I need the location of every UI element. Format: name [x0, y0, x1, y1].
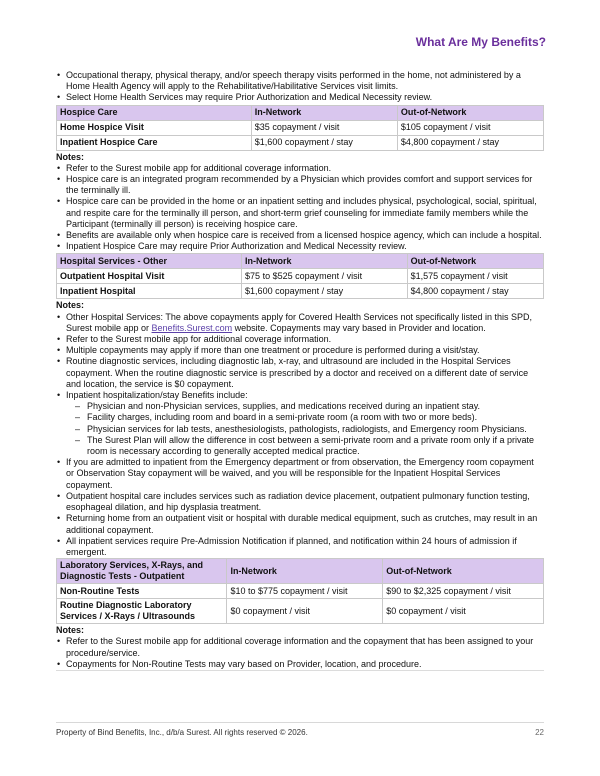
list-item: • If you are admitted to inpatient from the Emergency department or from observation, the Emergency room copayment or Observation Stay copayment will be waived, and you will be responsible for the Inpatient Hospital Services copayment. [56, 457, 544, 491]
table-row [57, 584, 544, 599]
hospice-care-table [56, 105, 544, 151]
table-header-cell: Out-of-Network [407, 254, 543, 269]
notes-heading: Notes: [56, 151, 85, 162]
list-item [56, 312, 544, 334]
page-footer [56, 722, 544, 737]
table-header-cell: Out-of-Network [397, 105, 543, 120]
hospital-services-table [56, 253, 544, 299]
list-item: • Hospice care can be provided in the home or an inpatient setting and includes physical, psychological, social, spiritual, and respite care for the terminally ill person, and short-term grief counseling for immediate family members while the Participant (terminally ill person) is receiving hospice care. [56, 196, 544, 230]
sub-list-item: – Facility charges, including room and board in a semi-private room (a room with two or more beds). [66, 412, 544, 423]
table-header-cell: Hospital Services - Other [57, 254, 242, 269]
page-title: What Are My Benefits? [415, 35, 546, 49]
sub-list [66, 401, 544, 457]
table-row [57, 284, 544, 299]
note-text: Inpatient hospitalization/stay Benefits include: [66, 390, 248, 401]
row-label: Routine Diagnostic Laboratory Services / X-Rays / Ultrasounds [57, 599, 227, 624]
intro-list [56, 70, 544, 104]
list-item: • Refer to the Surest mobile app for additional coverage information and the copayment that has been assigned to your procedure/service. [56, 636, 544, 658]
benefits-website-link[interactable]: Benefits.Surest.com [151, 322, 233, 333]
table-row [57, 269, 544, 284]
table-cell: $35 copayment / visit [251, 120, 397, 135]
table-row [57, 599, 544, 624]
hospital-notes-list [56, 312, 544, 558]
table-header-cell: Hospice Care [57, 105, 252, 120]
table-cell: $105 copayment / visit [397, 120, 543, 135]
table-header-cell: In-Network [227, 559, 383, 584]
table-cell: $0 copayment / visit [383, 599, 544, 624]
list-item: • Select Home Health Services may require Prior Authorization and Medical Necessity review. [56, 92, 544, 103]
list-item: • All inpatient services require Pre-Admission Notification if planned, and notification within 24 hours of admission if emergent. [56, 536, 544, 558]
table-header-row [57, 105, 544, 120]
row-label: Home Hospice Visit [57, 120, 252, 135]
table-cell: $1,600 copayment / stay [242, 284, 408, 299]
row-label: Non-Routine Tests [57, 584, 227, 599]
note-text: website. Copayments may vary based in Provider and location. [232, 322, 486, 333]
sub-list-item: – The Surest Plan will allow the difference in cost between a semi-private room and a private room only if a private room is necessary according to generally accepted medical practice. [66, 435, 544, 457]
lab-services-table [56, 558, 544, 624]
table-row [57, 120, 544, 135]
table-cell: $1,575 copayment / visit [407, 269, 543, 284]
list-item [56, 390, 544, 457]
table-cell: $90 to $2,325 copayment / visit [383, 584, 544, 599]
lab-notes-list [56, 636, 544, 670]
page-number: 22 [535, 728, 544, 737]
sub-list-item: – Physician services for lab tests, anesthesiologists, pathologists, radiologists, and Emergency room Physicians. [66, 424, 544, 435]
table-cell: $4,800 copayment / stay [407, 284, 543, 299]
list-item: • Copayments for Non-Routine Tests may vary based on Provider, location, and procedure. [56, 659, 544, 670]
list-item: • Occupational therapy, physical therapy, and/or speech therapy visits performed in the home, not administered by a Home Health Agency will apply to the Rehabilitative/Habilitative Services visit limits. [56, 70, 544, 92]
row-label: Outpatient Hospital Visit [57, 269, 242, 284]
table-cell: $10 to $775 copayment / visit [227, 584, 383, 599]
list-item: • Inpatient Hospice Care may require Prior Authorization and Medical Necessity review. [56, 241, 544, 252]
table-header-row [57, 559, 544, 584]
table-row [57, 135, 544, 150]
sub-list-item: – Physician and non-Physician services, supplies, and medications received during an inpatient stay. [66, 401, 544, 412]
table-header-cell: Laboratory Services, X-Rays, and Diagnostic Tests - Outpatient [57, 559, 227, 584]
table-cell: $0 copayment / visit [227, 599, 383, 624]
list-item: • Returning home from an outpatient visit or hospital with durable medical equipment, such as crutches, may result in an additional copayment. [56, 513, 544, 535]
list-item: • Hospice care is an integrated program recommended by a Physician which provides comfort and support services for the terminally ill. [56, 174, 544, 196]
page-content [56, 70, 544, 671]
table-header-row [57, 254, 544, 269]
list-item: • Refer to the Surest mobile app for additional coverage information. [56, 334, 544, 345]
list-item: • Outpatient hospital care includes services such as radiation device placement, outpatient pulmonary function testing, esophageal dilation, and hip dysplasia treatment. [56, 491, 544, 513]
table-cell: $4,800 copayment / stay [397, 135, 543, 150]
table-header-cell: Out-of-Network [383, 559, 544, 584]
list-item: • Routine diagnostic services, including diagnostic lab, x-ray, and ultrasound are included in the Hospital Services copayment. When the routine diagnostic service is prescribed by a doctor and received on a different date of service and location, the service is $0 copayment. [56, 356, 544, 390]
table-header-cell: In-Network [242, 254, 408, 269]
table-cell: $75 to $525 copayment / visit [242, 269, 408, 284]
list-item: • Benefits are available only when hospice care is received from a licensed hospice agency, which can include a hospital. [56, 230, 544, 241]
notes-heading: Notes: [56, 300, 85, 311]
note-text: Other Hospital Services: The above copayments apply for Covered Health Services not specifically listed in this SPD, Surest mobile app or [66, 311, 533, 333]
row-label: Inpatient Hospital [57, 284, 242, 299]
table-header-cell: In-Network [251, 105, 397, 120]
copyright-text: Property of Bind Benefits, Inc., d/b/a Surest. All rights reserved © 2026. [56, 728, 308, 737]
list-item: • Refer to the Surest mobile app for additional coverage information. [56, 163, 544, 174]
list-item: • Multiple copayments may apply if more than one treatment or procedure is performed during a visit/stay. [56, 345, 544, 356]
divider [56, 670, 544, 671]
table-cell: $1,600 copayment / stay [251, 135, 397, 150]
row-label: Inpatient Hospice Care [57, 135, 252, 150]
hospice-notes-list [56, 163, 544, 253]
notes-heading: Notes: [56, 625, 85, 636]
